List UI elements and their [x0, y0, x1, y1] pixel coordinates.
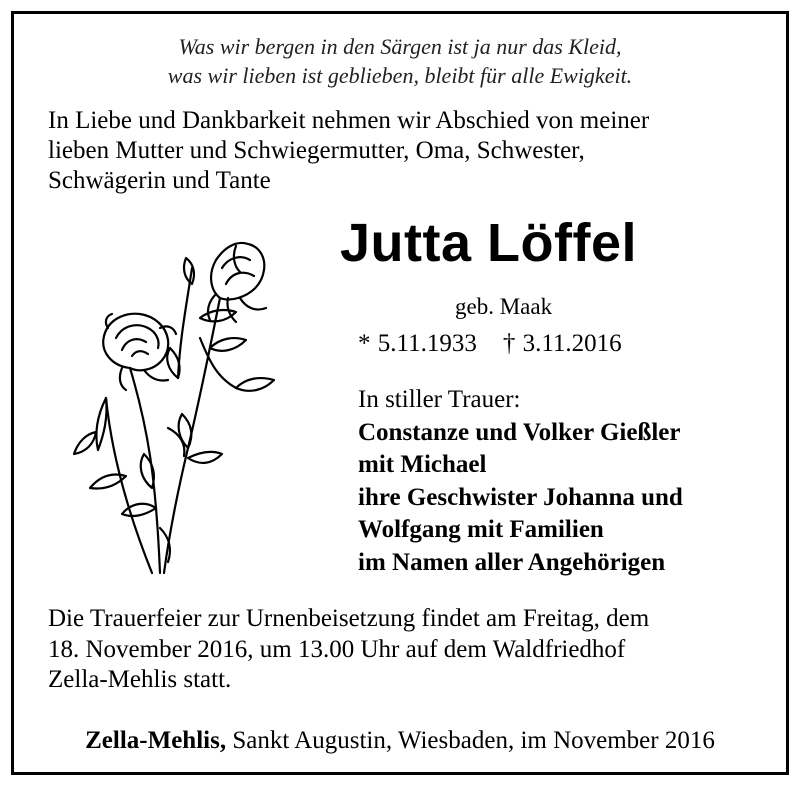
intro-line: In Liebe und Dankbarkeit nehmen wir Abschied von meiner [48, 107, 650, 134]
birth-date: * 5.11.1933 [358, 330, 477, 357]
mourner-line: mit Michael [358, 451, 487, 478]
death-date: † 3.11.2016 [502, 330, 622, 357]
place-and-date [0, 726, 800, 756]
mourner-line: Wolfgang mit Familien [358, 516, 604, 543]
life-dates [358, 329, 622, 359]
mourners-heading: In stiller Trauer: [358, 386, 521, 413]
service-notice [48, 604, 748, 696]
intro-line: Schwägerin und Tante [48, 167, 271, 194]
mourner-line: ihre Geschwister Johanna und [358, 483, 683, 511]
maiden-name: geb. Maak [455, 294, 553, 319]
intro-line: lieben Mutter und Schwiegermutter, Oma, Schwester, [48, 137, 585, 164]
place-town: Zella-Mehlis, [85, 727, 227, 754]
service-line: 18. November 2016, um 13.00 Uhr auf dem Waldfriedhof [48, 635, 626, 663]
mourner-line: im Namen aller Angehörigen [358, 548, 666, 576]
service-line: Die Trauerfeier zur Urnenbeisetzung findet am Freitag, dem [48, 605, 650, 632]
intro-text [48, 106, 748, 196]
mourner-line: Constanze und Volker Gießler [358, 418, 681, 446]
motto-verse [0, 32, 800, 90]
service-line: Zella-Mehlis statt. [48, 666, 232, 693]
motto-line: was wir lieben ist geblieben, bleibt für alle Ewigkeit. [167, 63, 633, 88]
mourners-block [358, 384, 758, 579]
deceased-name: Jutta Löffel [340, 213, 637, 273]
place-rest: Sankt Augustin, Wiesbaden, im November 2016 [226, 727, 715, 754]
motto-line: Was wir bergen in den Särgen ist ja nur das Kleid, [178, 34, 622, 59]
rose-illustration-icon [60, 228, 280, 580]
